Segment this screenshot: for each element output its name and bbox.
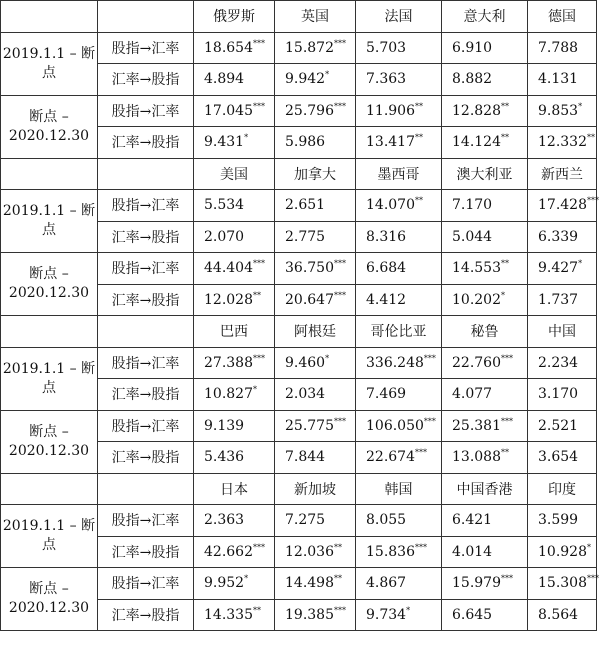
statistic-value: 14.124 xyxy=(452,134,501,151)
statistic-cell xyxy=(356,32,442,64)
statistic-value: 7.275 xyxy=(285,512,326,529)
statistic-value: 15.872 xyxy=(285,39,334,56)
statistic-cell xyxy=(356,347,442,379)
statistic-cell xyxy=(442,599,528,631)
significance-stars: ** xyxy=(253,605,261,615)
statistic-cell xyxy=(528,64,597,96)
table-row xyxy=(1,410,597,442)
significance-stars: ** xyxy=(501,133,509,143)
significance-stars: ** xyxy=(587,133,595,143)
statistic-value: 1.737 xyxy=(538,291,579,308)
statistic-value: 10.928 xyxy=(538,543,587,560)
significance-stars: *** xyxy=(415,542,427,552)
statistic-value: 3.654 xyxy=(538,449,579,466)
significance-stars: *** xyxy=(334,605,346,615)
country-header: 意大利 xyxy=(442,1,528,33)
statistic-value: 11.906 xyxy=(366,102,415,119)
country-header: 韩国 xyxy=(356,473,442,505)
statistic-cell xyxy=(356,379,442,411)
statistic-cell xyxy=(442,221,528,253)
country-header: 墨西哥 xyxy=(356,158,442,190)
statistic-cell xyxy=(194,379,275,411)
significance-stars: *** xyxy=(253,38,265,48)
statistic-cell xyxy=(356,599,442,631)
statistic-cell xyxy=(194,536,275,568)
country-header-row xyxy=(1,1,597,33)
statistic-cell xyxy=(356,95,442,127)
statistic-value: 7.844 xyxy=(285,449,326,466)
significance-stars: ** xyxy=(253,290,261,300)
blank-cell xyxy=(1,473,98,505)
significance-stars: *** xyxy=(334,290,346,300)
statistic-cell xyxy=(275,536,356,568)
statistic-cell xyxy=(528,284,597,316)
country-header: 英国 xyxy=(275,1,356,33)
statistic-value: 8.055 xyxy=(366,512,407,529)
statistic-cell xyxy=(194,127,275,159)
significance-stars: ** xyxy=(415,133,423,143)
statistic-value: 25.381 xyxy=(452,417,501,434)
direction-label: 股指→汇率 xyxy=(98,190,194,222)
statistic-cell xyxy=(528,410,597,442)
direction-label: 股指→汇率 xyxy=(98,505,194,537)
statistic-value: 106.050 xyxy=(366,417,424,434)
country-header: 中国 xyxy=(528,316,597,348)
country-header: 日本 xyxy=(194,473,275,505)
statistic-value: 6.684 xyxy=(366,260,407,277)
significance-stars: *** xyxy=(423,353,436,363)
direction-label: 汇率→股指 xyxy=(98,221,194,253)
statistic-cell xyxy=(275,599,356,631)
significance-stars: * xyxy=(578,259,583,269)
statistic-cell xyxy=(275,379,356,411)
period-label: 断点 – 2020.12.30 xyxy=(1,410,98,473)
statistic-value: 8.882 xyxy=(452,71,493,88)
significance-stars: *** xyxy=(587,574,599,584)
statistic-value: 5.986 xyxy=(285,134,326,151)
country-header: 美国 xyxy=(194,158,275,190)
statistic-cell xyxy=(194,64,275,96)
statistic-cell xyxy=(528,379,597,411)
statistic-value: 9.139 xyxy=(204,417,245,434)
significance-stars: * xyxy=(587,542,591,552)
statistic-value: 9.952 xyxy=(204,575,245,592)
significance-stars: ** xyxy=(501,259,509,269)
blank-cell xyxy=(98,473,194,505)
statistic-value: 25.796 xyxy=(285,102,334,119)
statistic-cell xyxy=(356,442,442,474)
statistic-value: 2.521 xyxy=(538,417,579,434)
significance-stars: ** xyxy=(334,542,342,552)
direction-label: 汇率→股指 xyxy=(98,442,194,474)
country-header-row xyxy=(1,316,597,348)
statistic-value: 9.853 xyxy=(538,102,579,119)
country-header: 加拿大 xyxy=(275,158,356,190)
statistic-cell xyxy=(275,64,356,96)
statistic-cell xyxy=(194,221,275,253)
statistic-value: 7.788 xyxy=(538,39,579,56)
significance-stars: *** xyxy=(501,353,513,363)
significance-stars: *** xyxy=(253,259,265,269)
statistic-cell xyxy=(528,505,597,537)
blank-cell xyxy=(1,1,98,33)
statistic-cell xyxy=(528,568,597,600)
statistic-cell xyxy=(528,536,597,568)
table-row xyxy=(1,347,597,379)
statistic-cell xyxy=(194,253,275,285)
statistic-value: 2.070 xyxy=(204,228,245,245)
significance-stars: * xyxy=(253,385,257,395)
statistic-cell xyxy=(194,442,275,474)
country-header-row xyxy=(1,473,597,505)
statistic-value: 13.417 xyxy=(366,134,415,151)
statistic-value: 13.088 xyxy=(452,449,501,466)
statistic-value: 14.335 xyxy=(204,606,253,623)
statistic-value: 27.388 xyxy=(204,354,253,371)
statistic-value: 2.363 xyxy=(204,512,245,529)
statistic-value: 10.202 xyxy=(452,291,501,308)
statistic-cell xyxy=(356,64,442,96)
significance-stars: *** xyxy=(253,101,265,111)
statistic-value: 2.651 xyxy=(285,197,326,214)
period-label: 断点 – 2020.12.30 xyxy=(1,253,98,316)
country-header-row xyxy=(1,158,597,190)
significance-stars: *** xyxy=(334,38,346,48)
significance-stars: *** xyxy=(334,416,346,426)
statistic-cell xyxy=(442,190,528,222)
significance-stars: *** xyxy=(253,542,265,552)
statistic-cell xyxy=(275,568,356,600)
statistic-cell xyxy=(275,190,356,222)
statistic-cell xyxy=(528,190,597,222)
direction-label: 汇率→股指 xyxy=(98,284,194,316)
direction-label: 股指→汇率 xyxy=(98,410,194,442)
significance-stars: *** xyxy=(334,101,346,111)
statistic-value: 4.867 xyxy=(366,575,407,592)
blank-cell xyxy=(98,316,194,348)
blank-cell xyxy=(98,158,194,190)
blank-cell xyxy=(1,316,98,348)
statistic-cell xyxy=(442,568,528,600)
direction-label: 汇率→股指 xyxy=(98,64,194,96)
statistic-cell xyxy=(194,284,275,316)
significance-stars: *** xyxy=(253,353,265,363)
table-row xyxy=(1,95,597,127)
statistic-value: 5.703 xyxy=(366,39,407,56)
statistic-value: 4.412 xyxy=(366,291,407,308)
statistic-value: 6.339 xyxy=(538,228,579,245)
statistic-cell xyxy=(275,284,356,316)
statistic-cell xyxy=(528,253,597,285)
direction-label: 股指→汇率 xyxy=(98,95,194,127)
statistic-value: 25.775 xyxy=(285,417,334,434)
statistic-value: 4.014 xyxy=(452,543,493,560)
statistic-value: 20.647 xyxy=(285,291,334,308)
significance-stars: ** xyxy=(334,574,342,584)
period-label: 2019.1.1 – 断点 xyxy=(1,190,98,253)
statistic-value: 12.828 xyxy=(452,102,501,119)
statistic-cell xyxy=(442,127,528,159)
statistic-cell xyxy=(275,95,356,127)
statistic-value: 4.077 xyxy=(452,386,493,403)
statistic-cell xyxy=(356,127,442,159)
statistic-value: 9.460 xyxy=(285,354,326,371)
significance-stars: ** xyxy=(501,101,509,111)
statistic-cell xyxy=(194,190,275,222)
statistic-value: 9.427 xyxy=(538,260,579,277)
statistic-value: 15.836 xyxy=(366,543,415,560)
statistic-cell xyxy=(275,127,356,159)
significance-stars: *** xyxy=(415,448,427,458)
statistic-cell xyxy=(194,32,275,64)
statistic-value: 12.028 xyxy=(204,291,253,308)
statistic-value: 9.431 xyxy=(204,134,245,151)
statistic-cell xyxy=(442,347,528,379)
direction-label: 汇率→股指 xyxy=(98,127,194,159)
table-row xyxy=(1,253,597,285)
significance-stars: * xyxy=(406,605,411,615)
statistic-cell xyxy=(442,505,528,537)
statistic-cell xyxy=(275,442,356,474)
country-header: 中国香港 xyxy=(442,473,528,505)
statistic-value: 4.131 xyxy=(538,71,579,88)
statistic-value: 9.942 xyxy=(285,71,326,88)
statistic-value: 15.308 xyxy=(538,575,587,592)
significance-stars: * xyxy=(325,353,330,363)
statistic-value: 7.469 xyxy=(366,386,407,403)
statistic-cell xyxy=(528,32,597,64)
statistic-value: 7.363 xyxy=(366,71,407,88)
statistic-cell xyxy=(356,568,442,600)
statistic-value: 8.316 xyxy=(366,228,407,245)
country-header: 哥伦比亚 xyxy=(356,316,442,348)
statistic-value: 3.599 xyxy=(538,512,579,529)
significance-stars: * xyxy=(244,133,249,143)
statistic-value: 5.044 xyxy=(452,228,493,245)
significance-stars: ** xyxy=(501,448,509,458)
country-header: 巴西 xyxy=(194,316,275,348)
blank-cell xyxy=(1,158,98,190)
significance-stars: * xyxy=(501,290,505,300)
statistic-value: 22.760 xyxy=(452,354,501,371)
statistic-value: 17.428 xyxy=(538,197,587,214)
statistic-value: 14.070 xyxy=(366,197,415,214)
statistic-value: 17.045 xyxy=(204,102,253,119)
statistic-value: 12.332 xyxy=(538,134,587,151)
statistic-cell xyxy=(194,599,275,631)
statistic-value: 6.421 xyxy=(452,512,493,529)
statistic-value: 14.498 xyxy=(285,575,334,592)
statistic-value: 2.775 xyxy=(285,228,326,245)
table-row xyxy=(1,568,597,600)
statistic-value: 3.170 xyxy=(538,386,579,403)
statistic-cell xyxy=(442,253,528,285)
significance-stars: *** xyxy=(423,416,436,426)
statistic-cell xyxy=(356,221,442,253)
statistic-value: 36.750 xyxy=(285,260,334,277)
statistic-value: 19.385 xyxy=(285,606,334,623)
table-row xyxy=(1,505,597,537)
statistic-value: 2.034 xyxy=(285,386,326,403)
statistic-cell xyxy=(194,505,275,537)
statistic-cell xyxy=(528,442,597,474)
statistic-value: 4.894 xyxy=(204,71,245,88)
statistic-cell xyxy=(442,32,528,64)
statistic-value: 5.534 xyxy=(204,197,245,214)
country-header: 俄罗斯 xyxy=(194,1,275,33)
table-row xyxy=(1,32,597,64)
statistic-cell xyxy=(275,347,356,379)
statistic-cell xyxy=(275,32,356,64)
statistic-cell xyxy=(528,221,597,253)
significance-stars: *** xyxy=(501,574,513,584)
statistic-value: 15.979 xyxy=(452,575,501,592)
statistic-value: 2.234 xyxy=(538,354,579,371)
statistic-value: 5.436 xyxy=(204,449,245,466)
table-row xyxy=(1,190,597,222)
direction-label: 汇率→股指 xyxy=(98,599,194,631)
period-label: 2019.1.1 – 断点 xyxy=(1,347,98,410)
period-label: 2019.1.1 – 断点 xyxy=(1,32,98,95)
statistic-value: 6.645 xyxy=(452,606,493,623)
direction-label: 汇率→股指 xyxy=(98,379,194,411)
statistic-cell xyxy=(356,190,442,222)
period-label: 断点 – 2020.12.30 xyxy=(1,95,98,158)
statistic-cell xyxy=(275,253,356,285)
direction-label: 股指→汇率 xyxy=(98,568,194,600)
country-header: 新西兰 xyxy=(528,158,597,190)
significance-stars: ** xyxy=(415,196,423,206)
statistic-value: 6.910 xyxy=(452,39,493,56)
statistic-cell xyxy=(356,505,442,537)
statistic-cell xyxy=(194,410,275,442)
period-label: 断点 – 2020.12.30 xyxy=(1,568,98,631)
statistic-value: 42.662 xyxy=(204,543,253,560)
statistic-value: 9.734 xyxy=(366,606,407,623)
statistic-cell xyxy=(275,221,356,253)
statistic-value: 22.674 xyxy=(366,449,415,466)
statistic-value: 10.827 xyxy=(204,386,253,403)
statistic-value: 12.036 xyxy=(285,543,334,560)
period-label: 2019.1.1 – 断点 xyxy=(1,505,98,568)
statistic-cell xyxy=(528,95,597,127)
statistic-cell xyxy=(275,410,356,442)
country-header: 阿根廷 xyxy=(275,316,356,348)
significance-stars: * xyxy=(244,574,249,584)
statistic-cell xyxy=(356,284,442,316)
statistic-value: 18.654 xyxy=(204,39,253,56)
significance-stars: * xyxy=(578,101,583,111)
significance-stars: * xyxy=(325,70,330,80)
direction-label: 股指→汇率 xyxy=(98,32,194,64)
statistic-cell xyxy=(275,505,356,537)
blank-cell xyxy=(98,1,194,33)
statistic-value: 336.248 xyxy=(366,354,424,371)
statistic-cell xyxy=(194,568,275,600)
country-header: 印度 xyxy=(528,473,597,505)
statistic-cell xyxy=(442,379,528,411)
statistic-cell xyxy=(356,253,442,285)
statistic-cell xyxy=(528,599,597,631)
statistic-value: 8.564 xyxy=(538,606,579,623)
statistic-cell xyxy=(356,410,442,442)
statistic-value: 14.553 xyxy=(452,260,501,277)
significance-stars: *** xyxy=(587,196,599,206)
statistic-cell xyxy=(442,410,528,442)
statistic-cell xyxy=(442,284,528,316)
direction-label: 股指→汇率 xyxy=(98,253,194,285)
country-header: 秘鲁 xyxy=(442,316,528,348)
statistic-cell xyxy=(356,536,442,568)
statistic-cell xyxy=(442,442,528,474)
country-header: 新加坡 xyxy=(275,473,356,505)
country-header: 法国 xyxy=(356,1,442,33)
significance-stars: *** xyxy=(334,259,346,269)
statistic-cell xyxy=(442,95,528,127)
significance-stars: ** xyxy=(415,101,423,111)
country-header: 澳大利亚 xyxy=(442,158,528,190)
statistic-value: 7.170 xyxy=(452,197,493,214)
country-header: 德国 xyxy=(528,1,597,33)
statistic-cell xyxy=(194,95,275,127)
direction-label: 汇率→股指 xyxy=(98,536,194,568)
statistic-cell xyxy=(528,347,597,379)
statistic-cell xyxy=(442,536,528,568)
statistic-cell xyxy=(194,347,275,379)
statistic-cell xyxy=(528,127,597,159)
statistic-value: 44.404 xyxy=(204,260,253,277)
direction-label: 股指→汇率 xyxy=(98,347,194,379)
significance-stars: *** xyxy=(501,416,513,426)
statistic-cell xyxy=(442,64,528,96)
